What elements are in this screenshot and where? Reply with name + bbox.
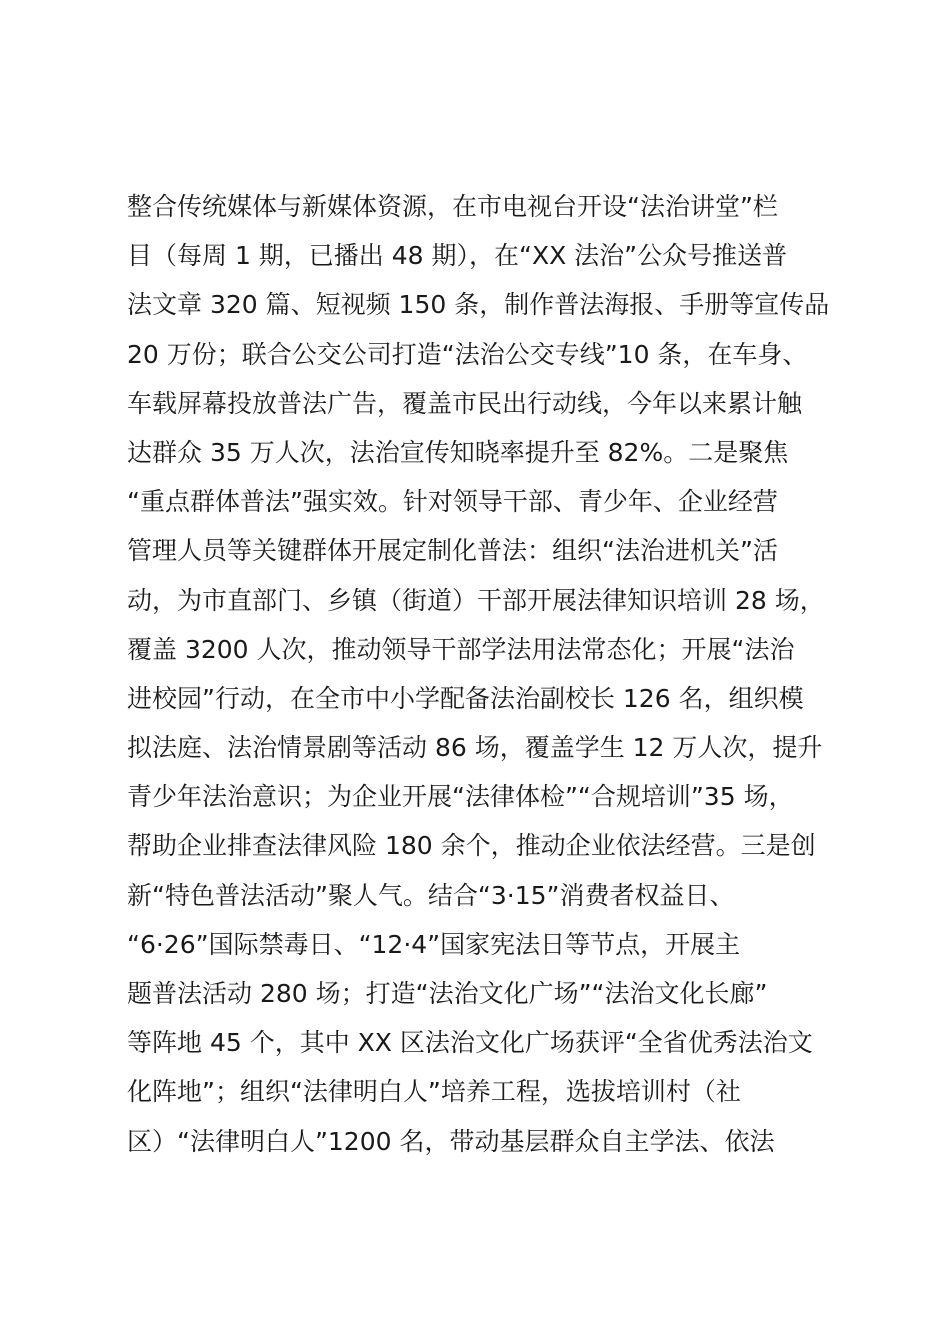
body-paragraph xyxy=(127,182,857,1166)
text-line: 新“特色普法活动”聚人气。结合“3·15”消费者权益日、 xyxy=(127,880,735,910)
text-line: 动，为市直部门、乡镇（街道）干部开展法律知识培训 28 场， xyxy=(127,585,825,615)
text-line: 题普法活动 280 场；打造“法治文化广场”“法治文化长廊” xyxy=(127,979,768,1008)
text-line: 目（每周 1 期，已播出 48 期），在“XX 法治”公众号推送普 xyxy=(127,241,788,271)
text-line: “6·26”国际禁毒日、“12·4”国家宪法日等节点，开展主 xyxy=(127,929,741,959)
text-line: 青少年法治意识；为企业开展“法律体检”“合规培训”35 场， xyxy=(127,782,794,812)
text-line: 进校园”行动，在全市中小学配备法治副校长 126 名，组织模 xyxy=(127,683,804,713)
text-line: 化阵地”；组织“法律明白人”培养工程，选拔培训村（社 xyxy=(127,1077,741,1107)
text-line: 区）“法律明白人”1200 名，带动基层群众自主学法、依法 xyxy=(127,1126,775,1156)
text-line: 整合传统媒体与新媒体资源，在市电视台开设“法治讲堂”栏 xyxy=(127,192,778,221)
text-line: 帮助企业排查法律风险 180 余个，推动企业依法经营。三是创 xyxy=(127,831,816,861)
text-line: 等阵地 45 个，其中 XX 区法治文化广场获评“全省优秀法治文 xyxy=(127,1028,813,1058)
text-line: 管理人员等关键群体开展定制化普法：组织“法治进机关”活 xyxy=(127,536,778,566)
text-line: 覆盖 3200 人次，推动领导干部学法用法常态化；开展“法治 xyxy=(127,634,795,664)
text-line: 法文章 320 篇、短视频 150 条，制作普法海报、手册等宣传品 xyxy=(127,290,830,320)
text-line: 车载屏幕投放普法广告，覆盖市民出行动线，今年以来累计触 xyxy=(127,388,803,418)
text-line: 达群众 35 万人次，法治宣传知晓率提升至 82%。二是聚焦 xyxy=(127,437,789,467)
text-line: 20 万份；联合公交公司打造“法治公交专线”10 条，在车身、 xyxy=(127,339,808,369)
text-line: 拟法庭、法治情景剧等活动 86 场，覆盖学生 12 万人次，提升 xyxy=(127,733,823,763)
text-line: “重点群体普法”强实效。针对领导干部、青少年、企业经营 xyxy=(127,487,778,517)
